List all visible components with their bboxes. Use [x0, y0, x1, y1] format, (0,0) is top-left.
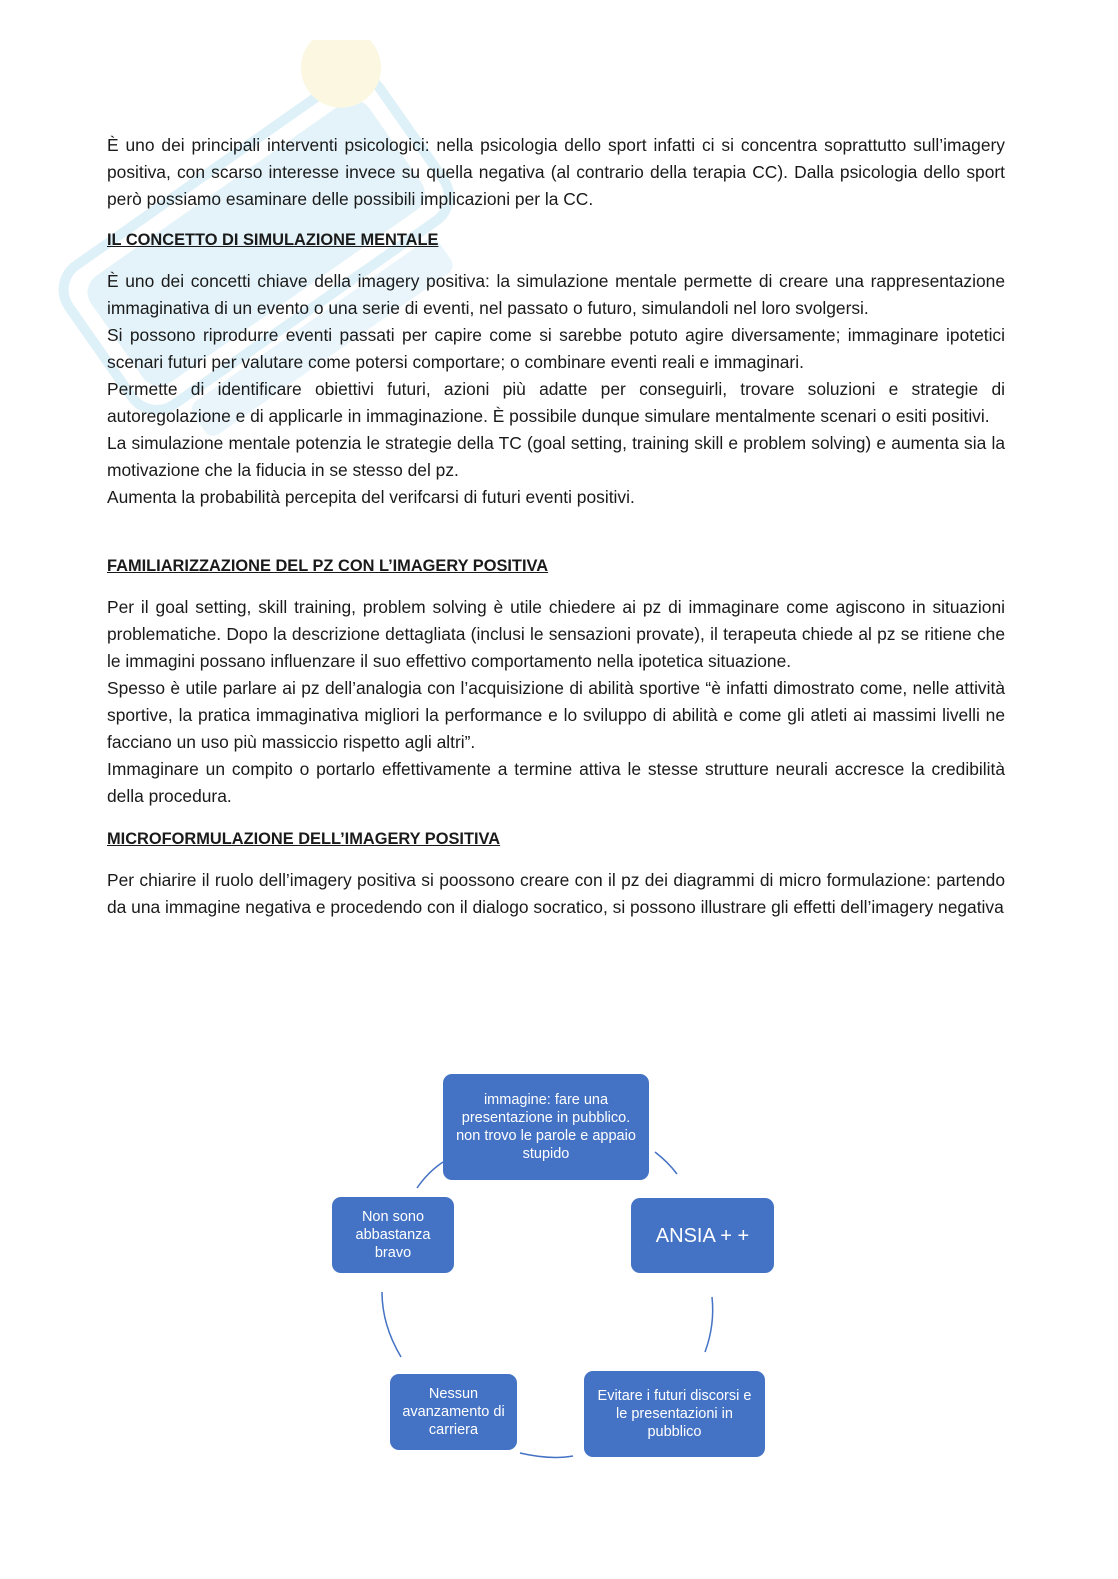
diagram-node-non-sono-bravo: Non sono abbastanza bravo — [332, 1197, 454, 1273]
diagram-node-ansia: ANSIA + + — [631, 1198, 774, 1273]
diagram-node-nessun-avanzamento: Nessun avanzamento di carriera — [390, 1374, 517, 1450]
heading-microformulazione: MICROFORMULAZIONE DELL’IMAGERY POSITIVA — [107, 830, 501, 848]
heading-simulazione-mentale: IL CONCETTO DI SIMULAZIONE MENTALE — [107, 231, 439, 249]
intro-paragraph: È uno dei principali interventi psicologici: nella psicologia dello sport infatti ci si concentra soprattutto sull’imagery positiva, con scarso interesse invece su quella negativa (al contrario della terapia CC). Dalla psicologia dello sport però possiamo esaminare delle possibili implicazioni per la CC. — [107, 135, 1005, 209]
paragraph: Per il goal setting, skill training, problem solving è utile chiedere ai pz di immaginare come agiscono in situazioni problematiche. Dopo la descrizione dettagliata (inclusi le sensazioni provate), il terapeuta chiede al pz se ritiene che le immagini possano influenzare il suo effettivo comportamento nella ipotetica situazione. — [107, 597, 1005, 671]
paragraph: Per chiarire il ruolo dell’imagery positiva si poossono creare con il pz dei diagrammi di micro formulazione: partendo da una immagine negativa e procedendo con il dialogo socratico, si possono illustrare gli effetti dell’imagery negativa — [107, 870, 1005, 917]
cycle-arc-right — [705, 1297, 713, 1352]
paragraph: La simulazione mentale potenzia le strategie della TC (goal setting, training skill e problem solving) e aumenta sia la motivazione che la fiducia in se stesso del pz. — [107, 433, 1005, 480]
diagram-node-immagine: immagine: fare una presentazione in pubblico. non trovo le parole e appaio stupido — [443, 1074, 649, 1180]
paragraph: Permette di identificare obiettivi futuri, azioni più adatte per conseguirli, trovare soluzioni e strategie di autoregolazione e di applicarle in immaginazione. È possibile dunque simulare mentalmente scenari o esiti positivi. — [107, 379, 1005, 426]
cycle-arc-top-right — [655, 1152, 677, 1174]
paragraph: Immaginare un compito o portarlo effettivamente a termine attiva le stesse strutture neurali accresce la credibilità della procedura. — [107, 759, 1005, 806]
cycle-arc-left — [382, 1292, 401, 1357]
heading-familiarizzazione: FAMILIARIZZAZIONE DEL PZ CON L’IMAGERY POSITIVA — [107, 557, 549, 575]
document-body — [107, 132, 1005, 921]
paragraph: Si possono riprodurre eventi passati per capire come si sarebbe potuto agire diversamente; immaginare ipotetici scenari futuri per valutare come potersi comportare; o combinare eventi reali e immaginari. — [107, 325, 1005, 372]
paragraph: Aumenta la probabilità percepita del verifcarsi di futuri eventi positivi. — [107, 487, 635, 507]
diagram-node-evitare: Evitare i futuri discorsi e le presentazioni in pubblico — [584, 1371, 765, 1457]
cycle-arc-bottom — [520, 1453, 573, 1457]
cycle-arc-top-left — [417, 1162, 443, 1188]
paragraph: È uno dei concetti chiave della imagery positiva: la simulazione mentale permette di creare una rappresentazione immaginativa di un evento o una serie di eventi, nel passato o futuro, simulandoli nel loro svolgersi. — [107, 271, 1005, 318]
paragraph: Spesso è utile parlare ai pz dell’analogia con l’acquisizione di abilità sportive “è infatti dimostrato come, nelle attività sportive, la pratica immaginativa migliori la performance e lo sviluppo di abilità e come gli atleti ai massimi livelli ne facciano un uso più massiccio rispetto agli altri”. — [107, 678, 1005, 752]
